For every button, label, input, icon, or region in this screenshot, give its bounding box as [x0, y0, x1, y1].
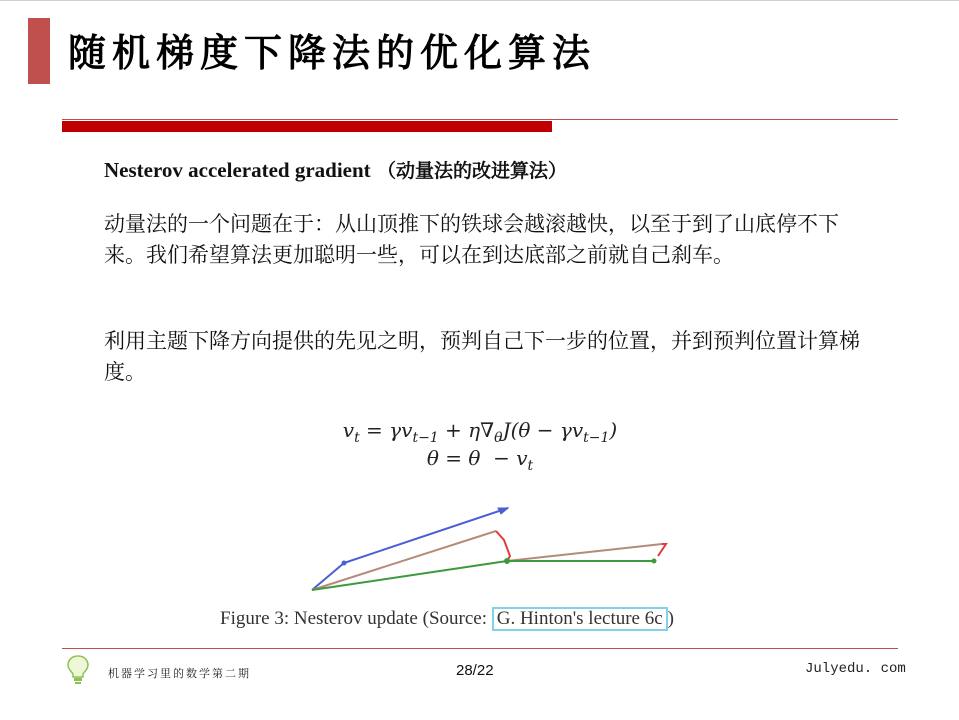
blue-arrowhead [498, 508, 508, 514]
lightbulb-icon [66, 654, 90, 686]
course-name: 机器学习里的数学第二期 [108, 667, 251, 680]
footer-divider [62, 648, 898, 649]
heading-english: Nesterov accelerated gradient [104, 158, 371, 182]
figure-caption [220, 606, 674, 632]
nesterov-update-diagram [300, 500, 680, 600]
green-dot [504, 558, 510, 564]
red-correction-1 [496, 531, 510, 561]
brown-arrow [312, 531, 496, 590]
formula-update: $\theta = \theta - v_t$ [426, 446, 534, 474]
caption-source-link[interactable]: G. Hinton's lecture 6c [492, 607, 668, 631]
paragraph-lookahead: 利用主题下降方向提供的先见之明，预判自己下一步的位置，并到预判位置计算梯度。 [104, 329, 860, 384]
red-correction-2 [658, 544, 666, 556]
title-accent-block [28, 18, 50, 84]
green-dot-end [652, 559, 657, 564]
paragraph-momentum-problem: 动量法的一个问题在于：从山顶推下的铁球会越滚越快，以至于到了山底停不下来。我们希望算法更加聪明一些，可以在到达底部之前就自己刹车。 [104, 212, 839, 267]
section-heading [104, 155, 567, 185]
page-number: 28/22 [456, 662, 494, 679]
slide-title: 随机梯度下降法的优化算法 [68, 30, 597, 75]
caption-text: Figure 3: Nesterov update (Source: [220, 608, 492, 629]
brown-arrow-2 [507, 544, 662, 561]
site-name: Julyedu. com [805, 661, 906, 677]
title-underline-thick [62, 121, 552, 132]
caption-end: ) [667, 608, 674, 629]
top-border [0, 0, 959, 1]
title-underline-thin [62, 119, 898, 120]
heading-chinese: （动量法的改进算法） [377, 160, 568, 182]
blue-dot [342, 561, 347, 566]
formula-velocity: $v_t = \gamma v_{t-1} + \eta\nabla_\theta J(\theta - \gamma v_{t-1})$ [342, 418, 618, 446]
